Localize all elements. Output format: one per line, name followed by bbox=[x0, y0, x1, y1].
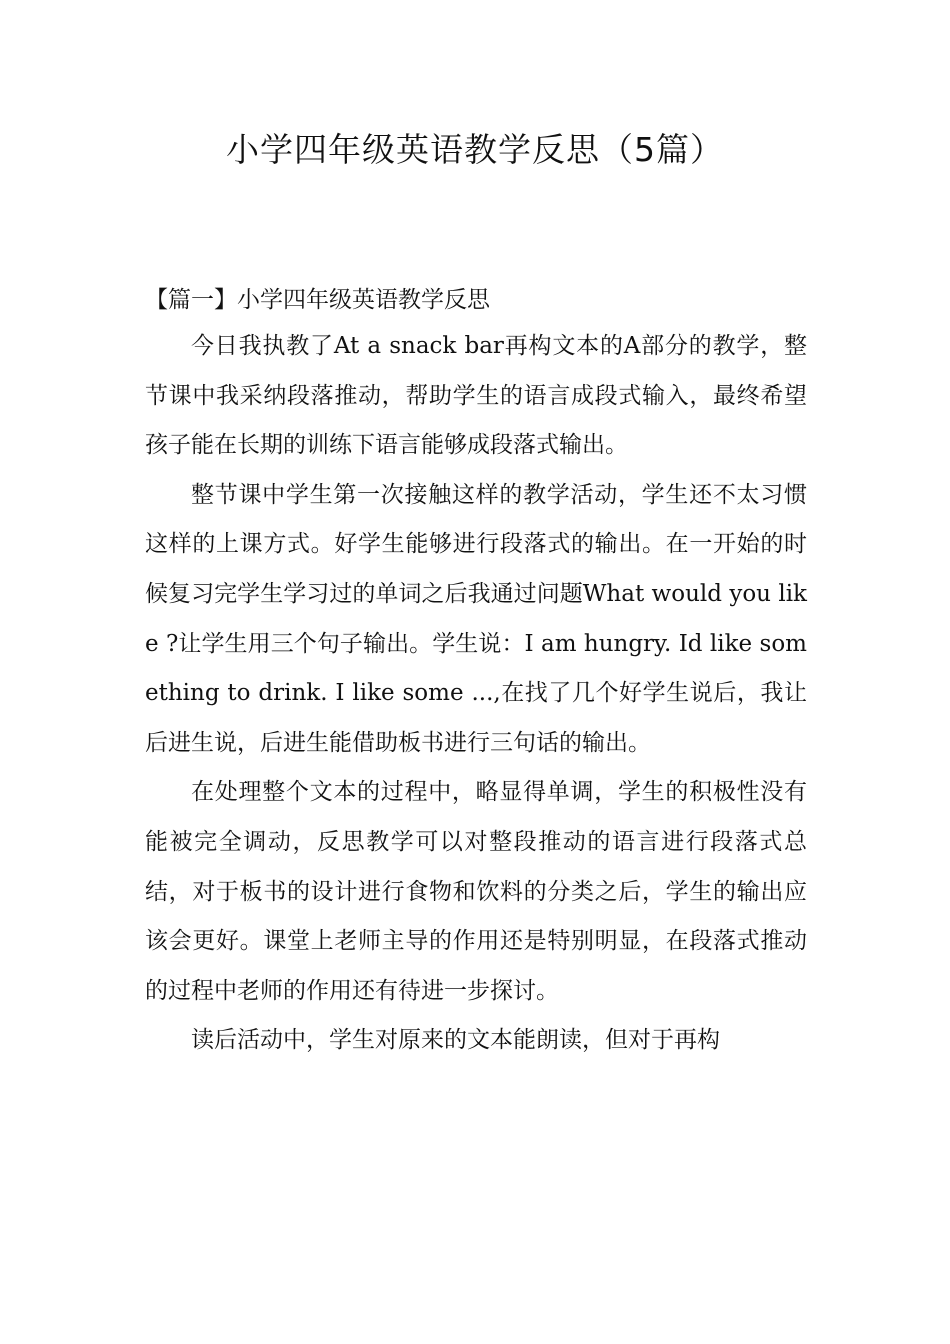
section-heading: 【篇一】小学四年级英语教学反思 bbox=[145, 287, 490, 313]
paragraph-4: 读后活动中，学生对原来的文本能朗读，但对于再构 bbox=[191, 1027, 720, 1054]
paragraph-1: 今日我执教了At a snack bar再构文本的A部分的教学，整节课中我采纳段落推动，帮助学生的语言成段式输入，最终希望孩子能在长期的训练下语言能够成段落式输出。 bbox=[145, 333, 807, 459]
paragraph-3: 在处理整个文本的过程中，略显得单调，学生的积极性没有能被完全调动，反思教学可以对整段推动的语言进行段落式总结，对于板书的设计进行食物和饮料的分类之后，学生的输出应该会更好。课堂上老师主导的作用还是特别明显，在段落式推动的过程中老师的作用还有待进一步探讨。 bbox=[145, 779, 807, 1004]
paragraph-2: 整节课中学生第一次接触这样的教学活动，学生还不太习惯这样的上课方式。好学生能够进行段落式的输出。在一开始的时候复习完学生学习过的单词之后我通过问题What would you like ?让学生用三个句子输出。学生说：I am hungry. Id like something to drink. I like some ...,在找了几个好学生说后，我让后进生说，后进生能借助板书进行三句话的输出。 bbox=[145, 481, 807, 756]
document-title: 小学四年级英语教学反思（5篇） bbox=[226, 130, 724, 169]
document-body bbox=[145, 278, 807, 1066]
